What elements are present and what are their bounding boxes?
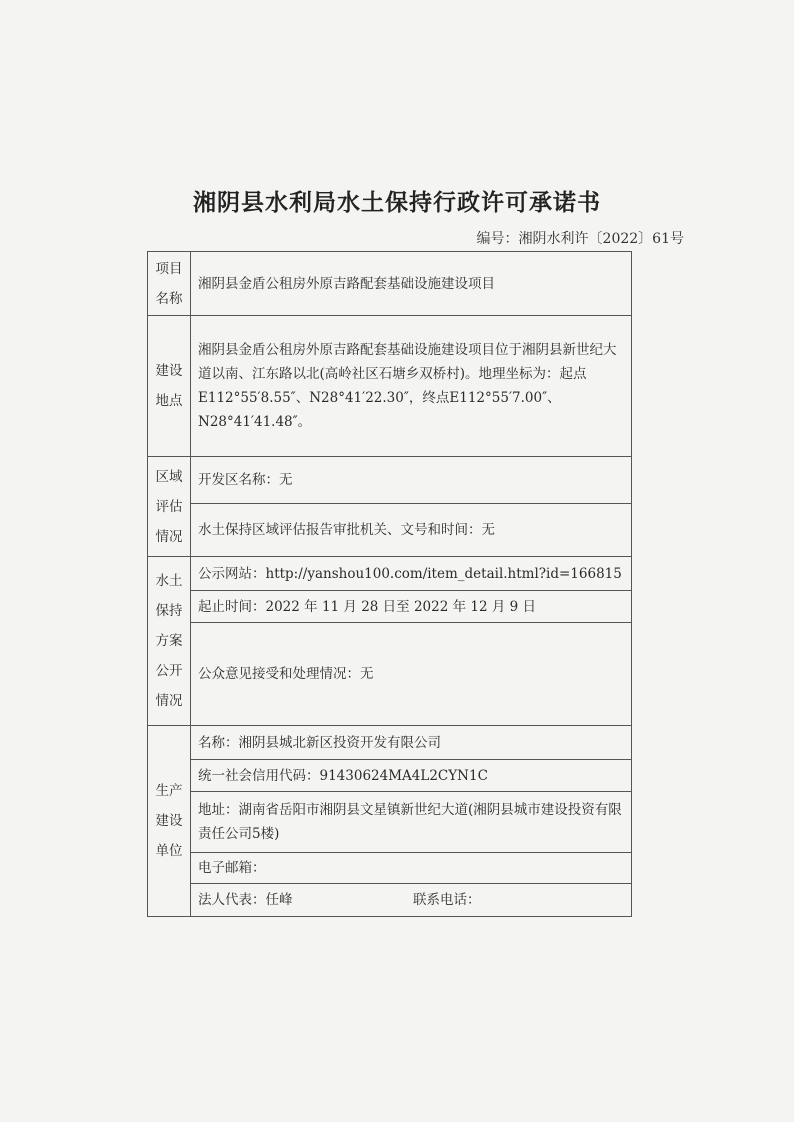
unit-name-row xyxy=(148,726,632,760)
address-row xyxy=(148,792,632,853)
dev-zone-value: 开发区名称：无 xyxy=(191,457,632,504)
public-disclosure-label: 水土 保持 方案 公开 情况 xyxy=(148,557,191,726)
period-value: 起止时间：2022 年 11 月 28 日至 2022 年 12 月 9 日 xyxy=(191,591,632,623)
website-value: 公示网站：http://yanshou100.com/item_detail.html?id=166815 xyxy=(191,557,632,591)
credit-code-row xyxy=(148,760,632,792)
location-value: 湘阴县金盾公租房外原吉路配套基础设施建设项目位于湘阴县新世纪大道以南、江东路以北(高岭社区石塘乡双桥村)。地理坐标为：起点E112°55′8.55″、N28°41′22.30″，终点E112°55′7.00″、N28°41′41.48″。 xyxy=(191,316,632,457)
regional-eval-label: 区域 评估 情况 xyxy=(148,457,191,557)
commitment-form-table xyxy=(147,251,632,917)
location-label: 建设 地点 xyxy=(148,316,191,457)
email-value: 电子邮箱： xyxy=(191,853,632,884)
credit-code-value: 统一社会信用代码：91430624MA4L2CYN1C xyxy=(191,760,632,792)
project-name-label: 项目 名称 xyxy=(148,252,191,316)
eval-report-row xyxy=(148,504,632,557)
unit-name-value: 名称：湘阴县城北新区投资开发有限公司 xyxy=(191,726,632,760)
email-row xyxy=(148,853,632,884)
legal-rep-value: 法人代表：任峰 xyxy=(198,892,293,908)
phone-value: 联系电话： xyxy=(413,892,481,908)
opinions-row xyxy=(148,623,632,726)
project-name-value: 湘阴县金盾公租房外原吉路配套基础设施建设项目 xyxy=(191,252,632,316)
period-row xyxy=(148,591,632,623)
eval-report-value: 水土保持区域评估报告审批机关、文号和时间：无 xyxy=(191,504,632,557)
document-title: 湘阴县水利局水土保持行政许可承诺书 xyxy=(193,189,601,216)
location-row xyxy=(148,316,632,457)
legal-rep-row xyxy=(148,884,632,917)
address-value: 地址：湖南省岳阳市湘阴县文星镇新世纪大道(湘阴县城市建设投资有限责任公司5楼) xyxy=(191,792,632,853)
dev-zone-row xyxy=(148,457,632,504)
website-row xyxy=(148,557,632,591)
legal-rep-cell xyxy=(191,884,632,917)
project-row xyxy=(148,252,632,316)
construction-unit-label: 生产 建设 单位 xyxy=(148,726,191,917)
document-number: 编号：湘阴水利许〔2022〕61号 xyxy=(476,231,684,247)
opinions-value: 公众意见接受和处理情况：无 xyxy=(191,623,632,726)
